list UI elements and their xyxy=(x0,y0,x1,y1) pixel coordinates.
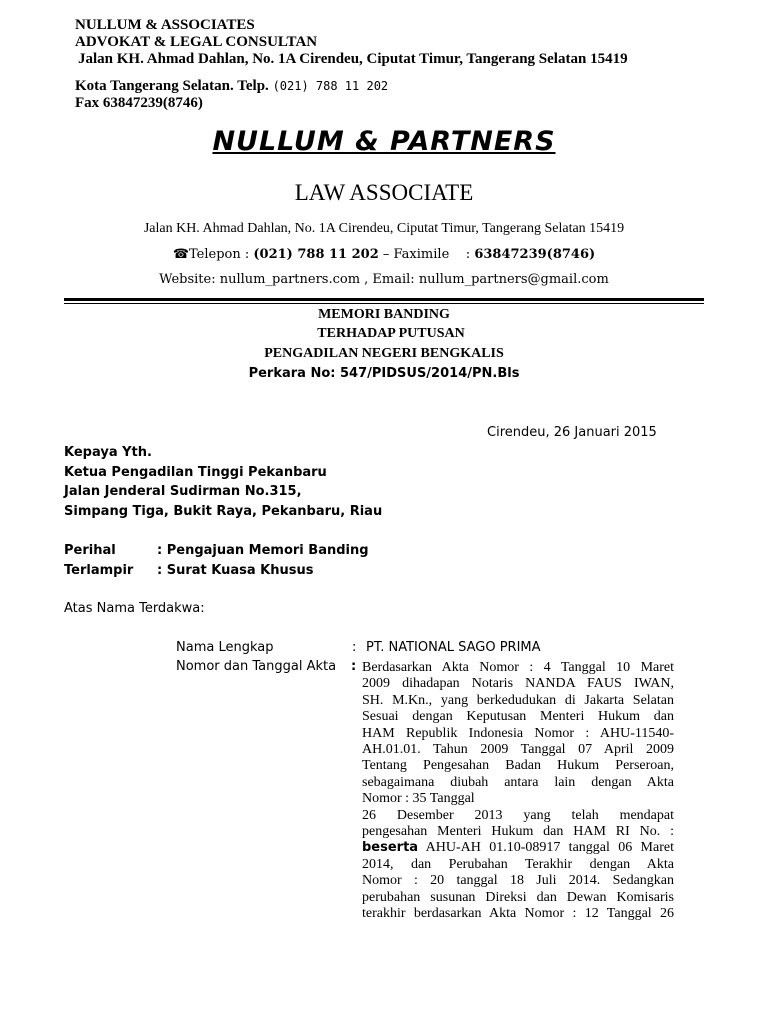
doc-case-number: Perkara No: 547/PIDSUS/2014/PN.Bls xyxy=(248,366,520,381)
terlampir-value: : Surat Kuasa Khusus xyxy=(157,563,314,578)
akta-line: Berdasarkan Akta Nomor : 4 Tanggal 10 Maret xyxy=(362,660,674,675)
letterhead-city-phone xyxy=(75,78,388,94)
brand-subtitle: LAW ASSOCIATE xyxy=(294,180,474,205)
doc-title-1: MEMORI BANDING xyxy=(318,307,450,322)
akta-line: perubahan susunan Direksi dan Dewan Komisaris xyxy=(362,889,674,905)
akta-colon: : xyxy=(351,659,357,674)
akta-line: Nomor : 20 tanggal 18 Juli 2014. Sedangkan xyxy=(362,873,674,889)
recipient-area: Simpang Tiga, Bukit Raya, Pekanbaru, Riau xyxy=(64,504,383,519)
akta-line: terakhir berdasarkan Akta Nomor : 12 Tanggal 26 xyxy=(362,906,674,922)
akta-line: Nomor : 35 Tanggal xyxy=(362,791,475,807)
letterhead-city-label: Kota Tangerang Selatan. Telp. xyxy=(75,78,269,94)
akta-emphasis: beserta xyxy=(362,840,419,856)
header-divider-thin xyxy=(64,303,704,304)
akta-line: Tentang Pengesahan Badan Hukum Perseroan, xyxy=(362,758,674,774)
recipient-salutation: Kepaya Yth. xyxy=(64,445,152,460)
nama-colon: : xyxy=(352,640,357,655)
akta-line: pengesahan Menteri Hukum dan HAM RI No. : xyxy=(362,824,674,840)
brand-phone: (021) 788 11 202 xyxy=(253,247,379,262)
recipient-title: Ketua Pengadilan Tinggi Pekanbaru xyxy=(64,465,327,480)
letterhead-fax: Fax 63847239(8746) xyxy=(75,95,203,111)
akta-line: 26 Desember 2013 yang telah mendapat xyxy=(362,807,674,823)
letterhead-address: Jalan KH. Ahmad Dahlan, No. 1A Cirendeu, Ciputat Timur, Tangerang Selatan 15419 xyxy=(78,51,628,67)
telephone-icon: ☎ xyxy=(172,247,190,262)
doc-title-3: PENGADILAN NEGERI BENGKALIS xyxy=(264,346,504,361)
letterhead-phone: (021) 788 11 202 xyxy=(272,79,389,93)
letterhead-firm-type: ADVOKAT & LEGAL CONSULTAN xyxy=(75,34,318,50)
akta-line: sebagaimana diubah antara lain dengan Akta xyxy=(362,774,674,790)
letterhead-firm-name: NULLUM & ASSOCIATES xyxy=(75,17,255,33)
nama-label: Nama Lengkap xyxy=(176,640,274,655)
perihal-label: Perihal xyxy=(64,543,116,558)
perihal-value: : Pengajuan Memori Banding xyxy=(157,543,369,558)
brand-address: Jalan KH. Ahmad Dahlan, No. 1A Cirendeu, Ciputat Timur, Tangerang Selatan 15419 xyxy=(143,221,625,236)
akta-line: HAM Republik Indonesia Nomor : AHU-11540- xyxy=(362,725,674,741)
brand-fax-label: – Faximile : xyxy=(378,247,475,262)
atas-nama-heading: Atas Nama Terdakwa: xyxy=(64,601,205,616)
akta-line: beserta AHU-AH 01.10-08917 tanggal 06 Maret xyxy=(362,840,674,856)
akta-label: Nomor dan Tanggal Akta xyxy=(176,659,337,674)
akta-line: 2014, dan Perubahan Terakhir dengan Akta xyxy=(362,856,674,872)
terlampir-label: Terlampir xyxy=(64,563,134,578)
akta-line: AH.01.01. Tahun 2009 Tanggal 07 April 2009 xyxy=(362,742,674,758)
brand-contact: Website: nullum_partners.com , Email: nullum_partners@gmail.com xyxy=(159,272,609,287)
akta-line: 2009 dihadapan Notaris NANDA FAUS IWAN, xyxy=(362,676,674,692)
akta-description xyxy=(362,660,674,923)
akta-line: SH. M.Kn., yang berkedudukan di Jakarta Selatan xyxy=(362,692,674,708)
akta-line: Sesuai dengan Keputusan Menteri Hukum dan xyxy=(362,709,674,725)
recipient-street: Jalan Jenderal Sudirman No.315, xyxy=(64,484,302,499)
header-divider-thick xyxy=(64,298,704,301)
doc-title-2: TERHADAP PUTUSAN xyxy=(317,326,465,341)
brand-phone-label: Telepon : xyxy=(189,247,254,262)
nama-value: PT. NATIONAL SAGO PRIMA xyxy=(366,640,541,655)
brand-phone-line xyxy=(0,247,768,262)
brand-fax: 63847239(8746) xyxy=(474,247,596,262)
brand-name: NULLUM & PARTNERS xyxy=(212,126,556,157)
letter-date: Cirendeu, 26 Januari 2015 xyxy=(487,425,657,440)
